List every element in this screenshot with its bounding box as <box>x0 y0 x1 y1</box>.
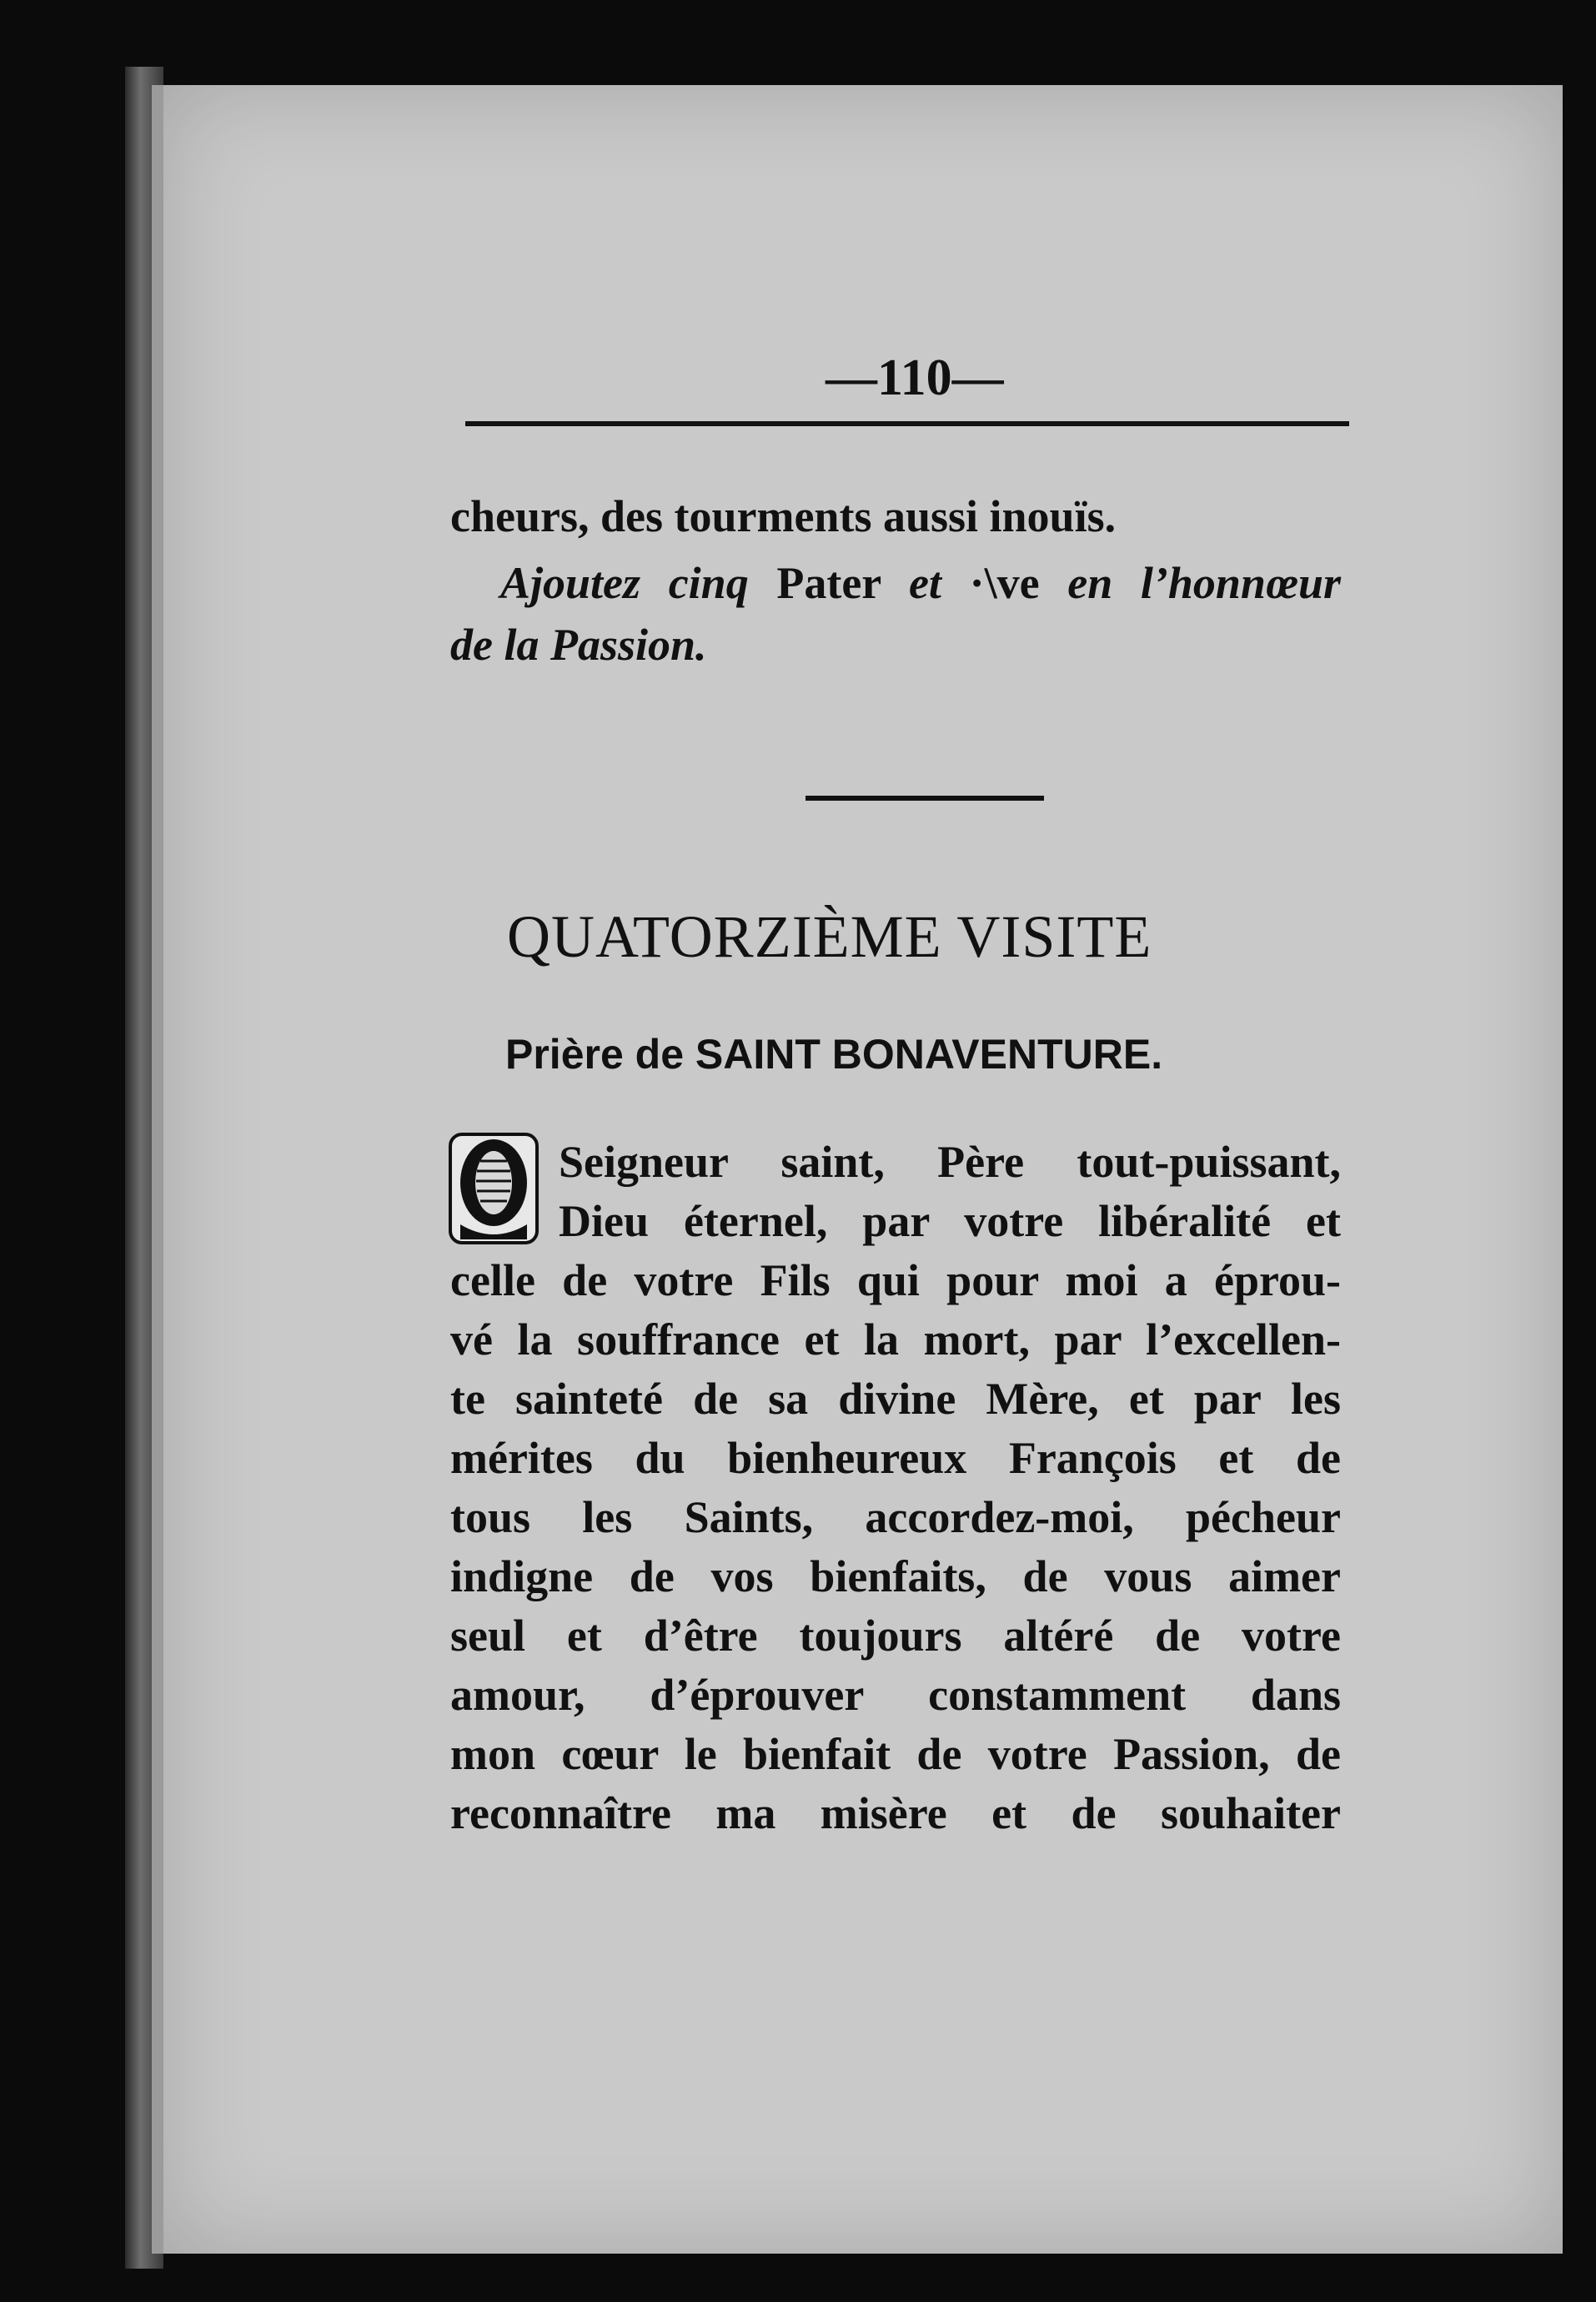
prayer-line: reconnaître ma misère et de souhaiter <box>450 1788 1341 1838</box>
prayer-line: mérites du bienheureux François et de <box>450 1433 1341 1483</box>
rubric-line-2: de la Passion. <box>450 620 707 670</box>
header-rule <box>465 421 1349 426</box>
dropcap-o-ornament <box>449 1133 539 1244</box>
rubric-part-5: en l’honnœur <box>1067 558 1342 608</box>
prayer-line: mon cœur le bienfait de votre Passion, de <box>450 1729 1341 1779</box>
section-heading: QUATORZIÈME VISITE <box>507 903 1152 970</box>
prayer-line: Seigneur saint, Père tout-puissant, <box>559 1137 1341 1187</box>
prayer-line: seul et d’être toujours altéré de votre <box>450 1611 1341 1661</box>
prayer-line: vé la souffrance et la mort, par l’excellen- <box>450 1314 1341 1365</box>
rubric-part-1: Ajoutez cinq <box>500 558 749 608</box>
section-divider <box>806 796 1044 801</box>
prayer-title: Prière de SAINT BONAVENTURE. <box>505 1031 1163 1078</box>
prayer-line: celle de votre Fils qui pour moi a éprou- <box>450 1255 1341 1305</box>
prayer-line: Dieu éternel, par votre libéralité et <box>559 1196 1341 1246</box>
rubric-part-3: et <box>908 558 941 608</box>
rubric-part-2: Pater <box>776 558 881 608</box>
continuation-line: cheurs, des tourments aussi inouïs. <box>450 491 1117 541</box>
prayer-line: indigne de vos bienfaits, de vous aimer <box>450 1551 1341 1601</box>
rubric-line-1 <box>500 557 1341 609</box>
rubric-part-4: ·\ve <box>969 558 1040 608</box>
prayer-line: amour, d’éprouver constamment dans <box>450 1670 1341 1720</box>
prayer-line: te sainteté de sa divine Mère, et par les <box>450 1374 1341 1424</box>
prayer-line: tous les Saints, accordez-moi, pécheur <box>450 1492 1341 1542</box>
page-number: —110— <box>826 349 1004 406</box>
